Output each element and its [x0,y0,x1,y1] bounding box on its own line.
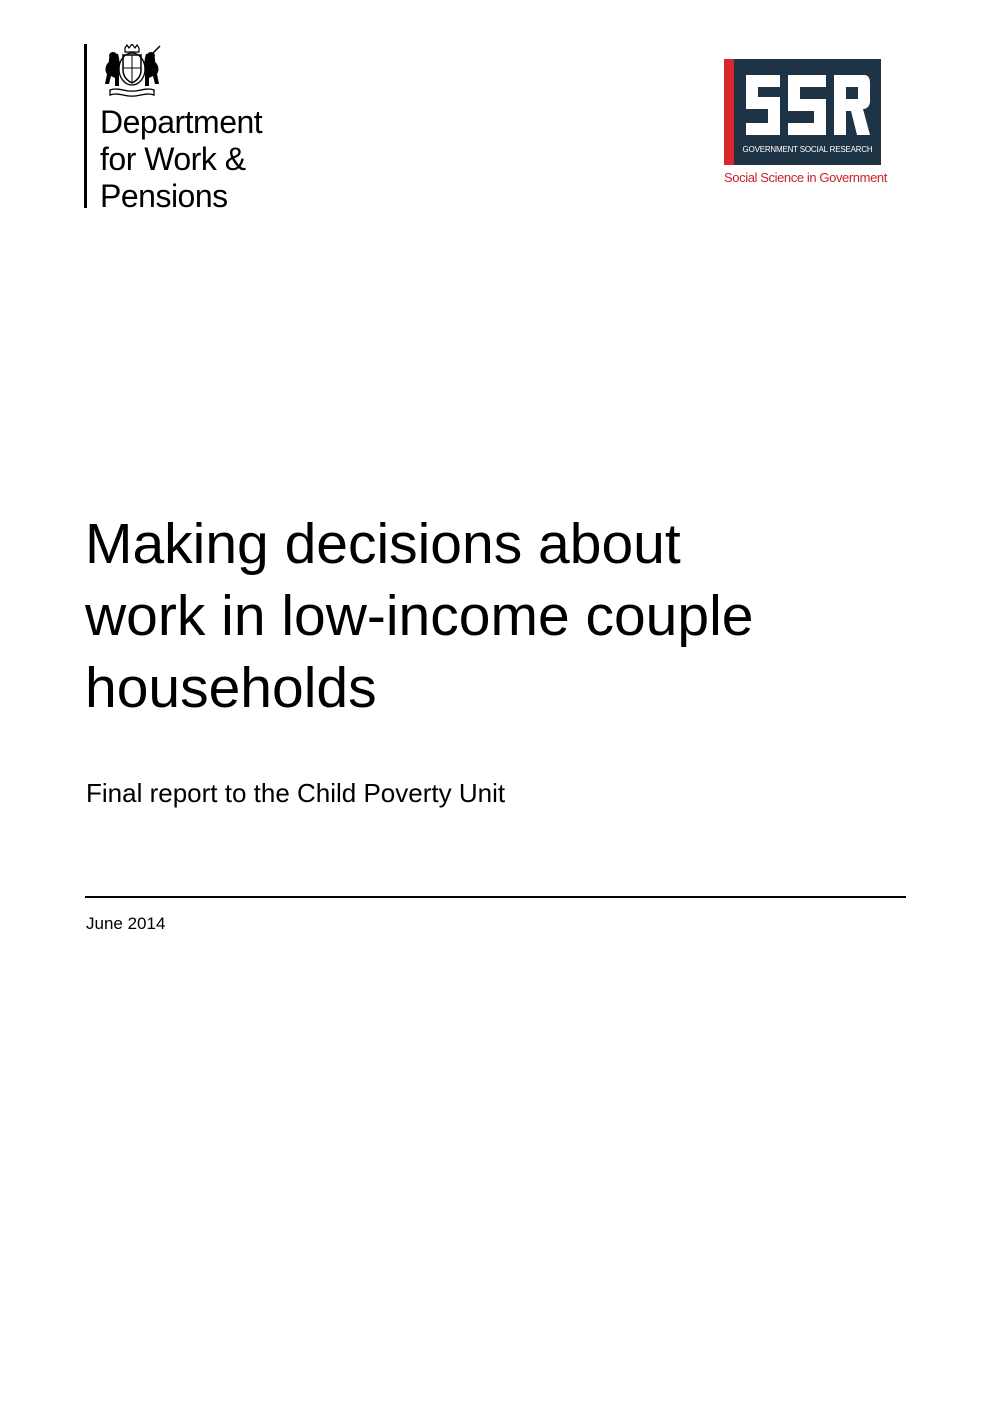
department-name [100,104,262,215]
department-name-line-1: Department [100,104,263,140]
logo-rule [84,44,87,208]
divider [85,896,906,898]
gsr-logo-box [724,59,881,165]
gsr-accent-bar [724,59,734,165]
report-date: June 2014 [86,914,166,933]
gsr-subtitle: GOVERNMENT SOCIAL RESEARCH [742,145,873,154]
gsr-wordmark-icon [742,71,872,139]
report-title-line-1: Making decisions about [85,512,681,576]
report-subtitle: Final report to the Child Poverty Unit [86,778,506,808]
report-title-line-3: households [85,656,377,720]
report-title [85,508,905,724]
gsr-logo [724,59,887,189]
department-name-line-3: Pensions [100,178,228,214]
gsr-tagline: Social Science in Government [724,170,887,185]
royal-coat-of-arms-icon [98,44,166,98]
report-title-line-2: work in low-income couple [85,584,754,648]
dwp-logo [84,44,304,214]
department-name-line-2: for Work & [100,141,246,177]
